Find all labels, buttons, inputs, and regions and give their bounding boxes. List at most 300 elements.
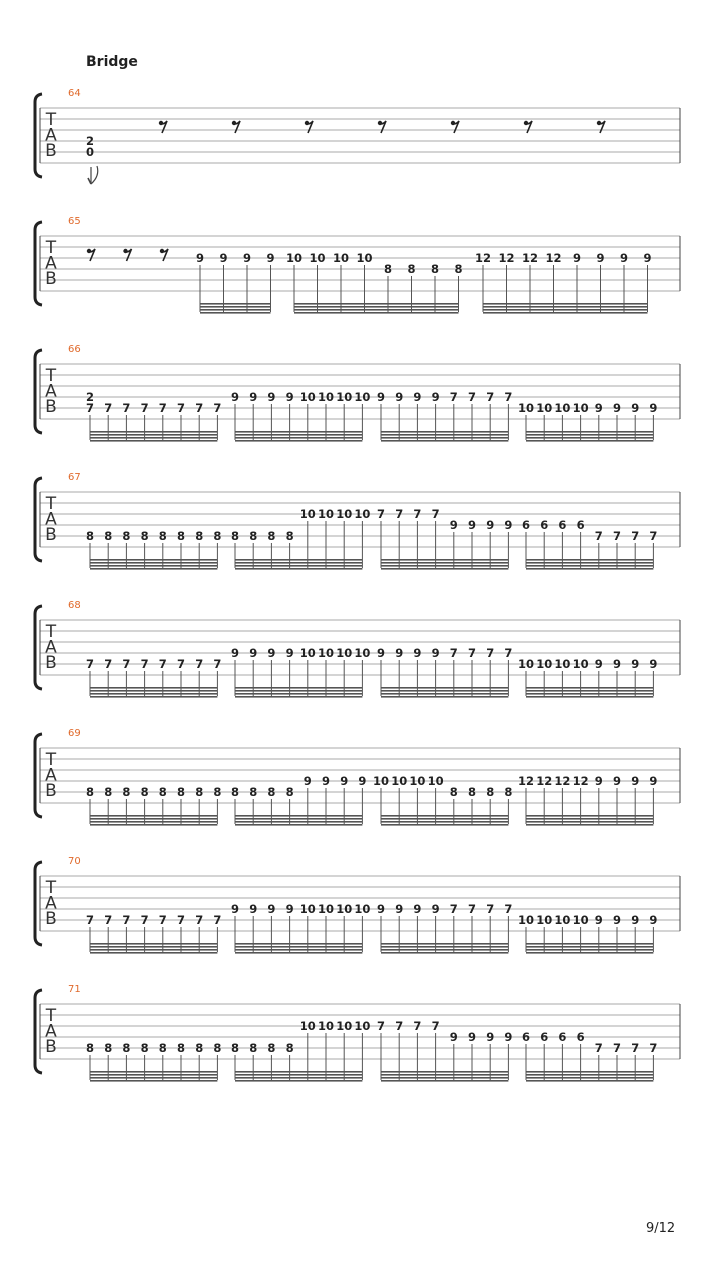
- fret-number: 9: [612, 774, 622, 788]
- fret-number: 12: [498, 251, 515, 265]
- beam: [526, 949, 653, 951]
- tab-system: [35, 344, 680, 442]
- beam: [381, 949, 508, 951]
- fret-number: 10: [517, 401, 535, 415]
- fret-number: 8: [430, 262, 440, 276]
- fret-number: 7: [376, 1019, 386, 1033]
- beam: [90, 1077, 217, 1079]
- tab-clef-letter: B: [45, 525, 57, 545]
- section-title: Bridge: [86, 54, 138, 70]
- fret-number: 7: [504, 646, 513, 660]
- fret-number: 7: [140, 401, 149, 415]
- fret-number: 7: [213, 401, 222, 415]
- fret-number: 7: [140, 657, 149, 671]
- fret-number: 7: [486, 646, 495, 660]
- fret-number: 9: [431, 902, 440, 916]
- beam: [381, 1074, 508, 1076]
- fret-number: 10: [336, 1019, 353, 1033]
- fret-number: 9: [267, 390, 276, 404]
- beam: [381, 568, 508, 570]
- fret-number: 9: [594, 657, 603, 671]
- fret-number: 9: [449, 518, 458, 532]
- fret-number: 9: [303, 774, 312, 788]
- fret-number: 8: [467, 785, 477, 799]
- fret-number: 9: [504, 1030, 513, 1044]
- fret-number: 7: [413, 507, 422, 521]
- beam: [483, 303, 648, 305]
- tab-clef-letter: A: [45, 893, 57, 914]
- fret-number: 10: [317, 507, 335, 521]
- fret-number: 12: [521, 251, 539, 265]
- tab-clef-letter: T: [45, 750, 57, 770]
- fret-number: 8: [213, 785, 222, 799]
- fret-number: 9: [395, 390, 404, 404]
- fret-number: 7: [195, 657, 204, 671]
- fret-number: 10: [332, 251, 350, 265]
- tab-system: [35, 984, 680, 1082]
- fret-number: 7: [85, 401, 95, 415]
- beam: [235, 440, 362, 442]
- fret-number: 8: [176, 785, 186, 799]
- fret-number: 10: [391, 774, 408, 788]
- beam: [483, 312, 648, 314]
- measure-number: 69: [68, 728, 81, 739]
- tab-clef-letter: T: [45, 110, 57, 130]
- fret-number: 10: [409, 774, 426, 788]
- fret-number: 10: [356, 251, 373, 265]
- tab-clef-letter: A: [45, 253, 57, 274]
- fret-number: 8: [85, 529, 95, 543]
- fret-number: 7: [213, 913, 222, 927]
- fret-number: 7: [449, 902, 458, 916]
- fret-number: 7: [158, 401, 167, 415]
- fret-number: 10: [554, 401, 571, 415]
- measure-number: 71: [68, 984, 81, 995]
- fret-number: 10: [285, 251, 303, 265]
- beam: [90, 434, 217, 436]
- fret-number: 8: [122, 1041, 131, 1055]
- fret-number: 7: [176, 401, 186, 415]
- fret-number: 7: [104, 401, 113, 415]
- fret-number: 7: [594, 1041, 603, 1055]
- fret-number: 10: [354, 507, 371, 521]
- fret-number: 7: [122, 401, 131, 415]
- fret-number: 7: [649, 529, 658, 543]
- beam: [294, 312, 459, 314]
- eighth-rest-icon: [160, 249, 168, 261]
- fret-number: 7: [431, 507, 440, 521]
- fret-number: 7: [631, 1041, 640, 1055]
- beam: [526, 434, 653, 436]
- fret-number: 8: [504, 785, 513, 799]
- fret-number: 8: [158, 529, 167, 543]
- fret-number: 9: [266, 251, 275, 265]
- fret-number: 8: [230, 785, 240, 799]
- fret-number: 6: [521, 518, 531, 532]
- fret-number: 12: [572, 774, 589, 788]
- fret-number: 10: [372, 774, 390, 788]
- fret-number: 8: [213, 529, 222, 543]
- beam: [381, 815, 508, 817]
- fret-number: 8: [176, 1041, 186, 1055]
- grace-slide-curve: [91, 166, 98, 184]
- beam: [381, 696, 508, 698]
- fret-number: 9: [413, 390, 422, 404]
- system-bracket: [35, 862, 42, 945]
- fret-number: 10: [554, 913, 571, 927]
- beam: [526, 946, 653, 948]
- fret-number: 9: [619, 251, 629, 265]
- tab-system: [35, 728, 680, 826]
- fret-number: 6: [521, 1030, 531, 1044]
- fret-number: 9: [467, 518, 477, 532]
- fret-number: 6: [558, 518, 567, 532]
- fret-number: 8: [267, 785, 276, 799]
- fret-number: 8: [122, 529, 131, 543]
- beam: [90, 946, 217, 948]
- fret-number: 7: [504, 902, 513, 916]
- beam: [381, 1077, 508, 1079]
- fret-number: 7: [122, 913, 131, 927]
- fret-number: 9: [285, 902, 294, 916]
- eighth-rest-icon: [451, 121, 459, 133]
- fret-number: 12: [545, 251, 562, 265]
- eighth-rest-icon: [597, 121, 605, 133]
- fret-number: 7: [140, 913, 149, 927]
- fret-number: 10: [336, 390, 353, 404]
- beam: [235, 696, 362, 698]
- eighth-rest-icon: [123, 249, 131, 261]
- beam: [526, 824, 653, 826]
- fret-number: 8: [285, 529, 294, 543]
- fret-number: 8: [383, 262, 393, 276]
- fret-number: 8: [85, 785, 95, 799]
- beam: [235, 431, 362, 433]
- tab-clef-letter: B: [45, 397, 57, 417]
- beam: [235, 687, 362, 689]
- fret-number: 7: [649, 1041, 658, 1055]
- fret-number: 9: [631, 913, 640, 927]
- fret-number: 9: [358, 774, 367, 788]
- beam: [90, 696, 217, 698]
- beam: [90, 1074, 217, 1076]
- fret-number: 9: [376, 646, 386, 660]
- fret-number: 8: [195, 785, 204, 799]
- beam: [526, 559, 653, 561]
- fret-number: 7: [467, 390, 477, 404]
- beam: [381, 1080, 508, 1082]
- beam: [381, 690, 508, 692]
- eighth-rest-icon: [232, 121, 240, 133]
- fret-number: 6: [576, 518, 585, 532]
- fret-number: 9: [195, 251, 205, 265]
- fret-number: 10: [536, 913, 553, 927]
- fret-number: 10: [572, 657, 589, 671]
- fret-number: 9: [649, 401, 658, 415]
- beam: [90, 821, 217, 823]
- fret-number: 10: [299, 507, 316, 521]
- beam: [235, 1080, 362, 1082]
- fret-number: 10: [336, 507, 353, 521]
- fret-number: 2: [85, 390, 95, 404]
- beam: [294, 309, 459, 311]
- beam: [90, 690, 217, 692]
- beam: [526, 568, 653, 570]
- fret-number: 6: [540, 518, 549, 532]
- beam: [526, 562, 653, 564]
- fret-number: 8: [407, 262, 416, 276]
- fret-number: 9: [504, 518, 513, 532]
- fret-number: 9: [612, 913, 622, 927]
- fret-number: 9: [449, 1030, 458, 1044]
- tab-clef-letter: T: [45, 622, 57, 642]
- eighth-rest-icon: [87, 249, 95, 261]
- eighth-rest-icon: [378, 121, 386, 133]
- fret-number: 0: [85, 145, 95, 159]
- system-bracket: [35, 94, 42, 177]
- fret-number: 7: [176, 913, 186, 927]
- beam: [483, 309, 648, 311]
- measure-number: 64: [68, 88, 81, 99]
- beam: [381, 943, 508, 945]
- beam: [381, 431, 508, 433]
- fret-number: 9: [643, 251, 652, 265]
- system-bracket: [35, 606, 42, 689]
- fret-number: 8: [195, 1041, 204, 1055]
- beam: [235, 562, 362, 564]
- beam: [526, 821, 653, 823]
- fret-number: 8: [267, 1041, 276, 1055]
- beam: [526, 818, 653, 820]
- fret-number: 6: [558, 1030, 567, 1044]
- beam: [235, 437, 362, 439]
- fret-number: 9: [285, 646, 294, 660]
- beam: [90, 1080, 217, 1082]
- fret-number: 7: [85, 657, 95, 671]
- fret-number: 10: [299, 646, 316, 660]
- fret-number: 8: [449, 785, 458, 799]
- fret-number: 8: [158, 1041, 167, 1055]
- beam: [235, 946, 362, 948]
- beam: [90, 949, 217, 951]
- fret-number: 10: [536, 657, 553, 671]
- fret-number: 10: [317, 390, 335, 404]
- tab-system: [35, 472, 680, 570]
- beam: [381, 565, 508, 567]
- page-number: 9/12: [646, 1221, 676, 1236]
- fret-number: 8: [249, 1041, 258, 1055]
- eighth-rest-icon: [305, 121, 313, 133]
- fret-number: 10: [299, 902, 316, 916]
- fret-number: 9: [594, 774, 603, 788]
- tab-clef-letter: A: [45, 1021, 57, 1042]
- fret-number: 7: [413, 1019, 422, 1033]
- fret-number: 10: [517, 913, 535, 927]
- fret-number: 10: [354, 390, 371, 404]
- fret-number: 6: [540, 1030, 549, 1044]
- tab-clef-letter: B: [45, 269, 57, 289]
- beam: [90, 437, 217, 439]
- tab-clef-letter: B: [45, 1037, 57, 1057]
- fret-number: 10: [309, 251, 326, 265]
- beam: [381, 824, 508, 826]
- fret-number: 9: [486, 518, 495, 532]
- beam: [526, 437, 653, 439]
- fret-number: 10: [317, 902, 335, 916]
- fret-number: 8: [249, 785, 258, 799]
- tab-clef-letter: B: [45, 781, 57, 801]
- tab-clef-letter: T: [45, 238, 57, 258]
- beam: [235, 568, 362, 570]
- fret-number: 7: [431, 1019, 440, 1033]
- fret-number: 9: [267, 646, 276, 660]
- fret-number: 7: [104, 657, 113, 671]
- fret-number: 7: [85, 913, 95, 927]
- fret-number: 8: [122, 785, 131, 799]
- fret-number: 7: [449, 646, 458, 660]
- fret-number: 10: [299, 390, 316, 404]
- beam: [200, 312, 271, 314]
- fret-number: 9: [594, 401, 603, 415]
- fret-number: 12: [474, 251, 492, 265]
- fret-number: 9: [631, 774, 640, 788]
- fret-number: 7: [176, 657, 186, 671]
- beam: [90, 818, 217, 820]
- beam: [526, 943, 653, 945]
- fret-number: 8: [267, 529, 276, 543]
- fret-number: 8: [85, 1041, 95, 1055]
- fret-number: 7: [449, 390, 458, 404]
- beam: [90, 687, 217, 689]
- fret-number: 10: [354, 1019, 371, 1033]
- beam: [294, 303, 459, 305]
- tab-system: [35, 856, 680, 954]
- system-bracket: [35, 478, 42, 561]
- beam: [90, 943, 217, 945]
- tab-system: [35, 216, 680, 314]
- beam: [90, 568, 217, 570]
- tab-clef-letter: B: [45, 909, 57, 929]
- fret-number: 9: [612, 657, 622, 671]
- fret-number: 7: [594, 529, 603, 543]
- beam: [526, 687, 653, 689]
- fret-number: 9: [467, 1030, 477, 1044]
- fret-number: 9: [321, 774, 331, 788]
- fret-number: 7: [467, 646, 477, 660]
- fret-number: 9: [431, 390, 440, 404]
- beam: [526, 431, 653, 433]
- beam: [235, 690, 362, 692]
- fret-number: 8: [230, 529, 240, 543]
- tab-clef-letter: T: [45, 1006, 57, 1026]
- fret-number: 10: [299, 1019, 316, 1033]
- fret-number: 7: [504, 390, 513, 404]
- beam: [526, 1074, 653, 1076]
- beam: [526, 690, 653, 692]
- beam: [526, 565, 653, 567]
- fret-number: 9: [413, 902, 422, 916]
- fret-number: 9: [395, 646, 404, 660]
- fret-number: 10: [517, 657, 535, 671]
- fret-number: 10: [427, 774, 444, 788]
- beam: [381, 946, 508, 948]
- system-bracket: [35, 222, 42, 305]
- fret-number: 9: [267, 902, 276, 916]
- beam: [526, 1077, 653, 1079]
- tab-clef-letter: A: [45, 125, 57, 146]
- fret-number: 8: [140, 1041, 149, 1055]
- fret-number: 8: [230, 1041, 240, 1055]
- eighth-rest-icon: [524, 121, 532, 133]
- beam: [381, 818, 508, 820]
- fret-number: 9: [612, 401, 622, 415]
- fret-number: 9: [249, 390, 258, 404]
- beam: [381, 559, 508, 561]
- tab-clef-letter: A: [45, 381, 57, 402]
- beam: [235, 1074, 362, 1076]
- beam: [235, 559, 362, 561]
- tab-clef-letter: A: [45, 509, 57, 530]
- beam: [235, 1071, 362, 1073]
- fret-number: 10: [536, 401, 553, 415]
- tab-system: [35, 88, 680, 184]
- beam: [90, 440, 217, 442]
- fret-number: 10: [336, 902, 353, 916]
- beam: [381, 952, 508, 954]
- fret-number: 10: [572, 913, 589, 927]
- beam: [526, 696, 653, 698]
- fret-number: 9: [631, 401, 640, 415]
- fret-number: 7: [612, 1041, 622, 1055]
- fret-number: 8: [285, 1041, 294, 1055]
- fret-number: 9: [242, 251, 252, 265]
- fret-number: 12: [517, 774, 535, 788]
- fret-number: 7: [195, 401, 204, 415]
- measure-number: 66: [68, 344, 81, 355]
- fret-number: 8: [195, 529, 204, 543]
- fret-number: 8: [249, 529, 258, 543]
- fret-number: 9: [395, 902, 404, 916]
- fret-number: 7: [104, 913, 113, 927]
- beam: [200, 309, 271, 311]
- beam: [381, 562, 508, 564]
- fret-number: 9: [572, 251, 582, 265]
- fret-number: 7: [213, 657, 222, 671]
- tab-clef-letter: T: [45, 366, 57, 386]
- fret-number: 7: [486, 390, 495, 404]
- fret-number: 9: [230, 902, 240, 916]
- beam: [235, 818, 362, 820]
- fret-number: 12: [554, 774, 571, 788]
- beam: [235, 565, 362, 567]
- beam: [294, 306, 459, 308]
- system-bracket: [35, 734, 42, 817]
- fret-number: 8: [140, 529, 149, 543]
- beam: [526, 815, 653, 817]
- fret-number: 7: [467, 902, 477, 916]
- beam: [526, 1080, 653, 1082]
- fret-number: 10: [354, 902, 371, 916]
- fret-number: 7: [195, 913, 204, 927]
- measure-number: 70: [68, 856, 81, 867]
- fret-number: 8: [104, 785, 113, 799]
- beam: [90, 815, 217, 817]
- fret-number: 9: [249, 902, 258, 916]
- fret-number: 9: [230, 646, 240, 660]
- tab-clef-letter: A: [45, 637, 57, 658]
- beam: [235, 693, 362, 695]
- fret-number: 8: [486, 785, 495, 799]
